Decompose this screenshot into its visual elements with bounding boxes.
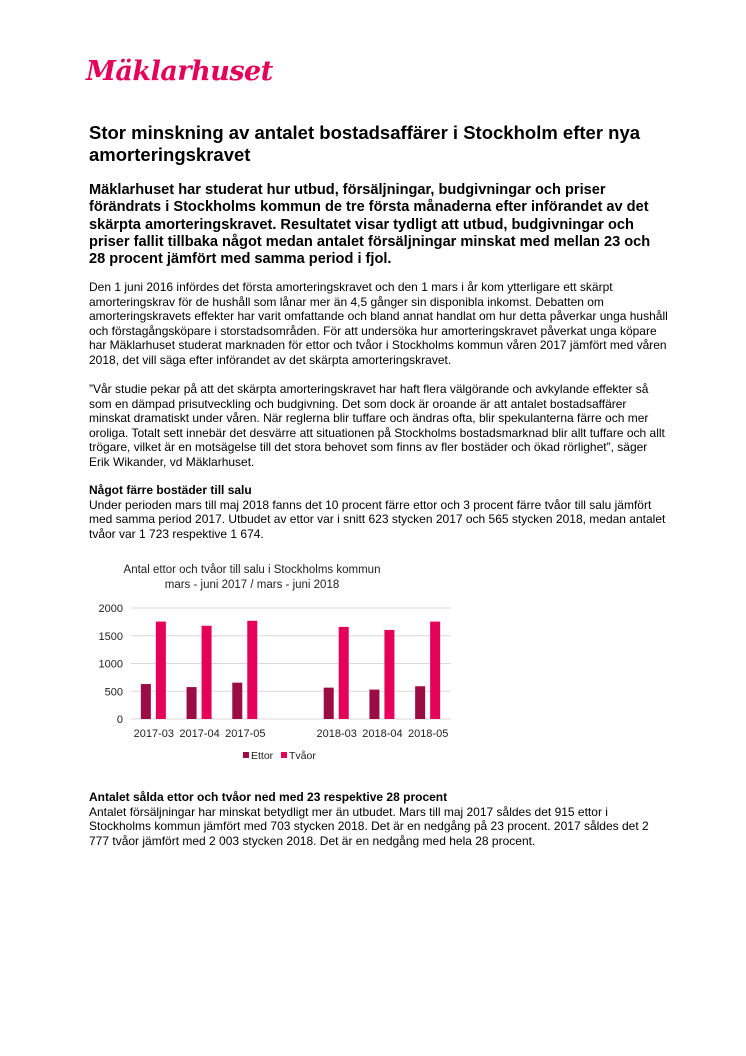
page-title: Stor minskning av antalet bostadsaffärer i Stockholm efter nya amorteringskravet [89, 122, 641, 165]
chart-title: Antal ettor och tvåor till salu i Stockholms kommun [123, 564, 381, 576]
y-tick-label: 0 [116, 714, 123, 726]
legend-label: Ettor [251, 750, 274, 762]
bar-tvåor-2017-05 [247, 621, 257, 719]
section-1-heading: Något färre bostäder till salu [89, 483, 252, 497]
section-2-text: Antalet försäljningar har minskat betydligt mer än utbudet. Mars till maj 2017 såldes det 915 ettor i Stockholms kommun jämfört med 703 stycken 2018. Det är en nedgång på 23 procent. 2017 såldes det 2 777 tvåor jämfört med 2 003 stycken 2018. Det är en nedgång med hela 28 procent. [89, 804, 649, 848]
x-tick-label: 2017-04 [179, 728, 220, 740]
lead-paragraph: Mäklarhuset har studerat hur utbud, försäljningar, budgivningar och priser förändrats i Stockholms kommun de tre första månaderna efter införandet av det skärpta amorteringskravet. Resultatet visar tydligt att utbud, budgivningar och priser fallit tillbaka något medan antalet försäljningar minskat med mellan 23 och 28 procent jämfört med samma period i fjol. [89, 182, 651, 268]
x-tick-label: 2018-05 [407, 728, 449, 740]
bar-ettor-2018-04 [369, 690, 379, 719]
bar-ettor-2017-04 [187, 687, 197, 719]
x-tick-label: 2017-05 [225, 728, 266, 740]
bar-ettor-2017-03 [141, 684, 151, 719]
y-tick-label: 1000 [98, 658, 123, 671]
bar-ettor-2017-05 [232, 683, 242, 719]
paragraph-1: Den 1 juni 2016 infördes det första amorteringskravet och den 1 mars i år kom ytterligare ett skärpt amorteringskrav för de hushåll som lånar mer än 4,5 gånger sin disponibla inkomst. Debatten om amorteringskravets effekter har varit omfattande och bland annat handlat om hur detta påverkar unga hushåll och förstagångsköpare i storstadsområden. För att undersöka hur amorteringskravet påverkat unga köpare har Mäklarhuset studerat marknaden för ettor och tvåor i Stockholms kommun våren 2017 jämfört med våren 2018, det vill säga efter införandet av det skärpta amorteringskravet. [89, 280, 668, 367]
y-tick-label: 2000 [98, 603, 123, 615]
section-2-heading: Antalet sålda ettor och tvåor ned med 23 respektive 28 procent [89, 790, 448, 804]
y-tick-label: 1500 [98, 630, 123, 643]
logo: Mäklarhuset [86, 56, 273, 87]
section-1 [89, 483, 669, 541]
legend-swatch [281, 752, 287, 758]
y-tick-label: 500 [104, 686, 123, 699]
bar-ettor-2018-03 [324, 688, 334, 719]
bar-tvåor-2017-04 [202, 626, 212, 719]
bar-tvåor-2018-04 [384, 630, 394, 719]
bar-tvåor-2018-05 [430, 622, 440, 719]
paragraph-2: ”Vår studie pekar på att det skärpta amorteringskravet har haft flera välgörande och avkylande effekter så som en dämpad prisutveckling och budgivning. Det som dock är oroande är att antalet bostadsaffärer minskat dramatiskt under våren. När reglerna blir tuffare och ändras ofta, blir spekulanterna färre och mer oroliga. Totalt sett innebär det desvärre att situationen på Stockholms bostadsmarknad blir allt tuffare och allt trögare, vilket är en motsägelse till det stora behovet som finns av fler bostäder och ökad rörlighet”, säger Erik Wikander, vd Mäklarhuset. [89, 382, 665, 469]
chart-subtitle: mars - juni 2017 / mars - juni 2018 [164, 579, 340, 591]
bar-tvåor-2017-03 [156, 622, 166, 719]
chart [90, 555, 470, 770]
x-tick-label: 2018-03 [316, 728, 357, 740]
bar-ettor-2018-05 [415, 686, 425, 719]
section-2 [89, 790, 669, 848]
section-1-text: Under perioden mars till maj 2018 fanns det 10 procent färre ettor och 3 procent färre tvåor till salu jämfört med samma period 2017. Utbudet av ettor var i snitt 623 stycken 2017 och 565 stycken 2018, medan antalet tvåor var 1 723 respektive 1 674. [89, 497, 666, 541]
bar-tvåor-2018-03 [339, 627, 349, 719]
legend-label: Tvåor [289, 750, 316, 762]
legend-swatch [243, 752, 249, 758]
x-tick-label: 2018-04 [362, 728, 403, 740]
x-tick-label: 2017-03 [133, 728, 175, 740]
